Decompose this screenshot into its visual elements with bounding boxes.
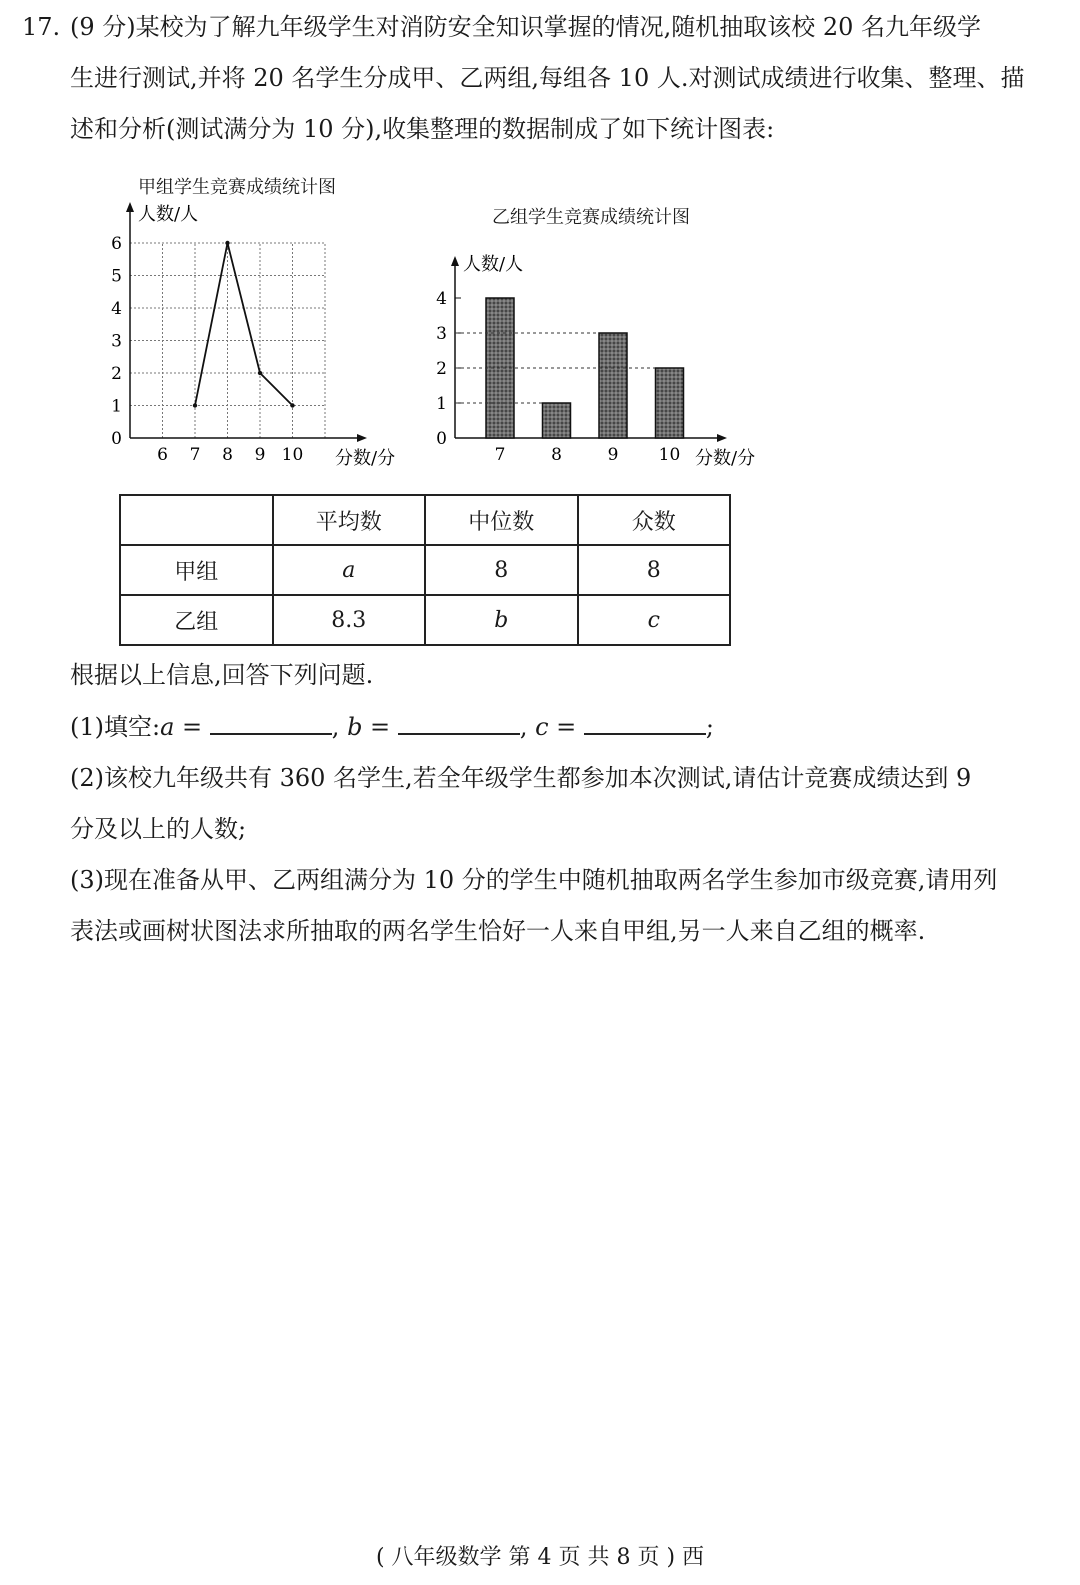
question-number: 17. [22,13,61,41]
table-header-cell: 平均数 [273,495,426,545]
y-tick-label: 2 [436,359,447,379]
y-axis-label: 人数/人 [463,254,524,275]
sub1-b-label: b = [347,713,391,741]
question-intro-line-1: (9 分)某校为了解九年级学生对消防安全知识掌握的情况,随机抽取该校 20 名九年级学 [70,13,982,41]
sub-question-2-line-1: (2)该校九年级共有 360 名学生,若全年级学生都参加本次测试,请估计竞赛成绩达到 9 [70,764,972,792]
data-point [258,371,262,375]
table-cell: c [578,595,731,645]
y-tick-label: 3 [111,331,122,352]
table-cell: 8 [578,545,731,595]
data-point [290,403,294,407]
table-header-cell: 中位数 [425,495,578,545]
table-header-row [120,495,730,545]
blank-c [584,713,706,735]
table-cell: 8 [425,545,578,595]
question-intro-line-3: 述和分析(测试满分为 10 分),收集整理的数据制成了如下统计图表: [70,115,775,143]
sub-question-3-line-2: 表法或画树状图法求所抽取的两名学生恰好一人来自甲组,另一人来自乙组的概率. [70,917,926,945]
bar [599,333,627,438]
prompt-text: 根据以上信息,回答下列问题. [70,661,374,689]
sub-question-1 [70,702,1045,753]
x-tick-label: 10 [281,445,304,465]
series-line [195,243,293,406]
table-header-cell [120,495,273,545]
x-axis-label: 分数/分 [335,448,396,469]
chart-b-title: 乙组学生竞赛成绩统计图 [492,207,690,228]
x-tick-label: 7 [189,445,201,465]
y-tick-label: 4 [436,289,447,309]
y-axis-arrow [451,256,459,266]
chart-a [100,190,400,490]
table-cell: b [425,595,578,645]
chart-b [425,230,775,480]
x-tick-label: 8 [222,445,233,465]
blank-a [210,713,332,735]
y-axis-label: 人数/人 [138,204,199,225]
sub1-end: ; [705,713,715,741]
x-tick-label: 9 [254,445,266,465]
y-tick-label: 4 [111,299,122,319]
table-cell: 8.3 [273,595,426,645]
table-cell: 乙组 [120,595,273,645]
x-axis-arrow [357,434,367,442]
y-tick-label: 0 [436,429,447,449]
table-row [120,595,730,645]
y-tick-label: 3 [436,324,447,344]
y-axis-arrow [126,202,134,212]
blank-b [398,713,520,735]
sub1-comma-2: , [519,713,528,741]
table-header-cell: 众数 [578,495,731,545]
sub-question-3-line-1: (3)现在准备从甲、乙两组满分为 10 分的学生中随机抽取两名学生参加市级竞赛,请用列 [70,866,998,894]
x-tick-label: 6 [157,445,168,465]
stats-table [119,494,731,646]
table-cell: a [273,545,426,595]
x-tick-label: 7 [494,445,506,465]
page-footer: ( 八年级数学 第 4 页 共 8 页 ) 西 [375,1545,705,1570]
x-tick-label: 8 [551,445,562,465]
y-tick-label: 1 [111,396,122,417]
bar [656,368,684,438]
table-cell: 甲组 [120,545,273,595]
chart-a-title: 甲组学生竞赛成绩统计图 [138,177,336,198]
question-intro-line-2: 生进行测试,并将 20 名学生分成甲、乙两组,每组各 10 人.对测试成绩进行收集、整理、描 [70,64,1025,92]
sub1-label: (1)填空: [70,713,161,741]
x-tick-label: 10 [658,445,681,465]
data-point [193,403,197,407]
y-tick-label: 5 [111,266,122,287]
bar [543,403,571,438]
y-tick-label: 6 [111,234,122,254]
x-tick-label: 9 [607,445,619,465]
sub1-comma-1: , [331,713,340,741]
sub-question-2-line-2: 分及以上的人数; [70,815,247,843]
x-axis-label: 分数/分 [695,448,756,469]
y-tick-label: 1 [436,394,447,414]
sub1-a-label: a = [160,713,203,741]
data-point [225,241,229,245]
sub1-c-label: c = [535,713,577,741]
table-row [120,545,730,595]
x-axis-arrow [717,434,727,442]
y-tick-label: 0 [111,429,122,449]
y-tick-label: 2 [111,364,122,384]
